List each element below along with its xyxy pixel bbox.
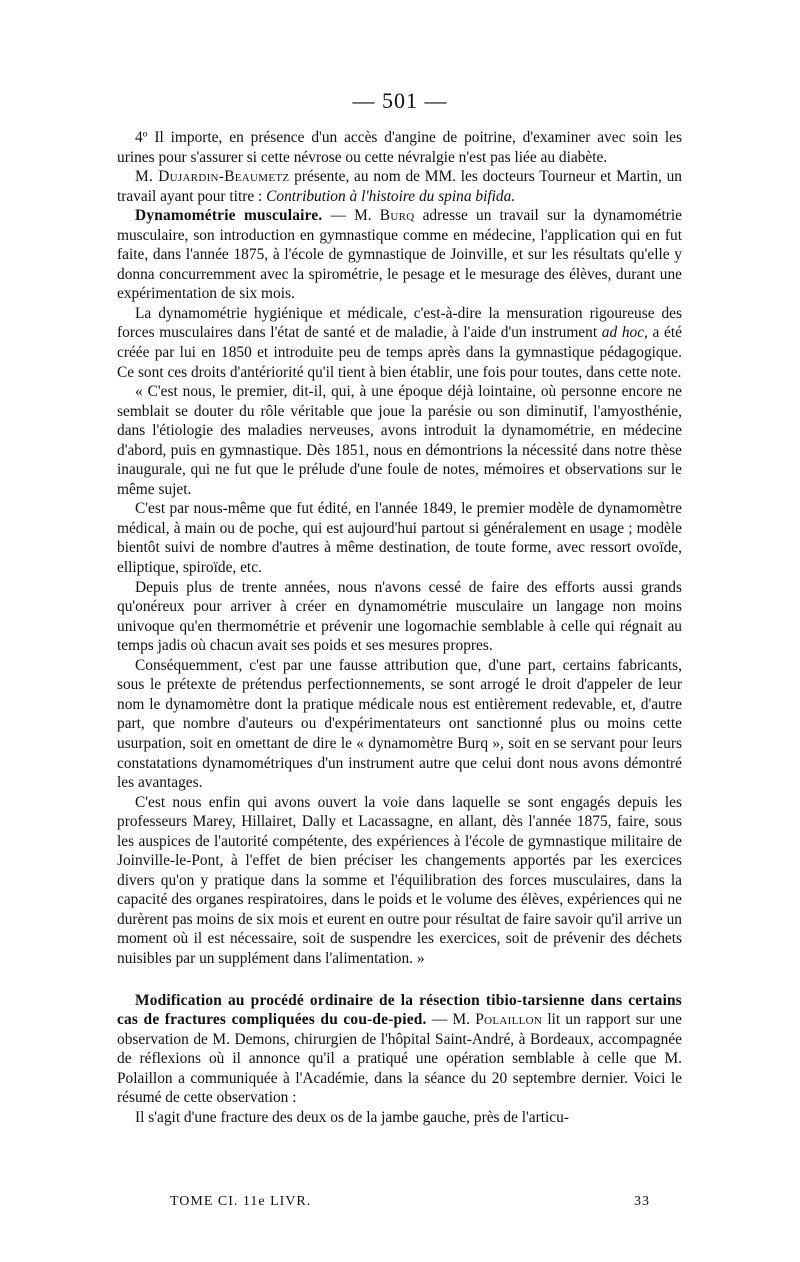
paragraph-text: lit un rapport sur une observation de M. Demons, chirurgien de l'hôpital Saint-André, à Bordeaux, accompagnée de réflexions où il annonce qu'il a pratiqué une opération semblable à celle que M. Polaillon a communiquée à l'Académie, dans la séance du 20 septembre dernier. Voici le résumé de cette observation : (117, 1011, 683, 1107)
paragraph-hygienique (117, 304, 682, 382)
paragraph-attribution: Conséquemment, c'est par une fausse attribution que, d'une part, certains fabricants, sous le prétexte de prétendus perfectionnements, se sont arrogé le droit d'appeler de leur nom le dynamomètre dont la pratique médicale nous est entièrement redevable, et, d'autre part, que nombre d'auteurs ou d'expérimentateurs ont sanctionné plus ou moins cette usurpation, soit en omettant de dire le « dynamomètre Burq », soit en se servant pour leurs constatations dynamométriques d'un instrument autre que celui dont nous avons démontré les avantages. (117, 656, 682, 792)
page-number: — 501 — (352, 88, 448, 113)
paragraph-diabetes: 4º Il importe, en présence d'un accès d'angine de poitrine, d'examiner avec soin les urines pour s'assurer si cette névrose ou cette névralgie n'est pas liée au diabète. (117, 129, 682, 166)
page-footer (170, 1194, 650, 1210)
author-name: M. Dujardin-Beaumetz (135, 168, 290, 186)
paragraph-quote-start: « C'est nous, le premier, dit-il, qui, à une époque déjà lointaine, où personne encore ne semblait se douter du rôle véritable que joue la parésie ou son diminutif, l'amyosthénie, dans l'étiologie des maladies nerveuses, avons introduit la dynamométrie, en médecine d'abord, puis en gymnastique. Dès 1851, nous en démontrions la nécessité dans notre thèse inaugurale, qui ne fut que le prélude d'une foule de notes, mémoires et observations sur le même sujet. (117, 383, 682, 498)
body-text (117, 128, 682, 1127)
paragraph-joinville: C'est nous enfin qui avons ouvert la voie dans laquelle se sont engagés depuis les professeurs Marey, Hillairet, Dally et Lacassagne, en allant, dès l'année 1875, faire, sous les auspices de l'autorité compétente, des expériences à l'école de gymnastique militaire de Joinville-le-Pont, à l'effet de bien préciser les changements apportés par les exercices divers qu'on y pratique dans la somme et l'équilibration des forces musculaires, dans la capacité des organes respiratoires, dans le poids et le volume des élèves, expériences qui ne durèrent pas moins de six mois et eurent en outre pour résultat de faire savoir qu'il arrive un moment où il est nécessaire, soit de suspendre les exercices, soit de prévenir des déchets nuisibles par un supplément dans l'alimentation. » (117, 793, 682, 967)
paragraph-text: , a été créée par lui en 1850 et introduite peu de temps après dans la gymnastique pédagogique. Ce sont ces droits d'antériorité qu'il tient à bien établir, une fois pour toutes, dans cette note. (117, 324, 682, 381)
work-title: Contribution à l'histoire du spina bifida. (266, 187, 516, 205)
author-name: Polaillon (475, 1011, 543, 1029)
paragraph-efforts: Depuis plus de trente années, nous n'avons cessé de faire des efforts aussi grands qu'onéreux pour arriver à créer en dynamométrie musculaire un langage non moins univoque qu'en thermométrie et prévenir une logomachie semblable à celle qui régnait au temps jadis où chacun avait ses poids et ses mesures propres. (117, 578, 682, 655)
section-heading: Modification au procédé ordinaire de la résection tibio-tarsienne dans certains cas de fractures compliquées du cou-de-pied. (117, 991, 682, 1029)
section-heading: Dynamométrie musculaire. (135, 207, 323, 225)
paragraph-text: présente, au nom de MM. les docteurs Tourneur et Martin, un travail ayant pour titre : (117, 168, 682, 205)
paragraph-dynamometre-model: C'est par nous-même que fut édité, en l'année 1849, le premier modèle de dynamomètre médical, à main ou de poche, qui est aujourd'hui partout si généralement en usage ; modèle bientôt suivi de nombre d'autres à même destination, de toute forme, avec ressort ovoïde, elliptique, spiroïde, etc. (117, 500, 682, 577)
latin-term: ad hoc (601, 324, 645, 342)
paragraph-spina-bifida (117, 167, 682, 206)
volume-signature: TOME CI. 11e LIVR. (170, 1194, 312, 1209)
paragraph-resection (117, 991, 682, 1108)
heading-dash: — M. (426, 1011, 476, 1029)
sheet-number: 33 (634, 1194, 650, 1209)
paragraph-fracture: Il s'agit d'une fracture des deux os de la jambe gauche, près de l'articu- (135, 1108, 569, 1126)
paragraph-dynamometrie (117, 206, 682, 304)
author-name: Burq (379, 207, 415, 225)
heading-dash: — M. (322, 207, 380, 225)
paragraph-text: adresse un travail sur la dynamométrie musculaire, son introduction en gymnastique comme en médecine, l'application qui en fut faite, dans l'année 1875, à l'école de gymnastique de Joinville, et sur les résultats qu'elle y donna concurremment avec la spirométrie, le pesage et le mesurage des élèves, durant une expérimentation de six mois. (117, 207, 683, 303)
paragraph-text: La dynamométrie hygiénique et médicale, c'est-à-dire la mensuration rigoureuse des forces musculaires dans l'état de santé et de maladie, à l'aide d'un instrument (117, 304, 682, 342)
